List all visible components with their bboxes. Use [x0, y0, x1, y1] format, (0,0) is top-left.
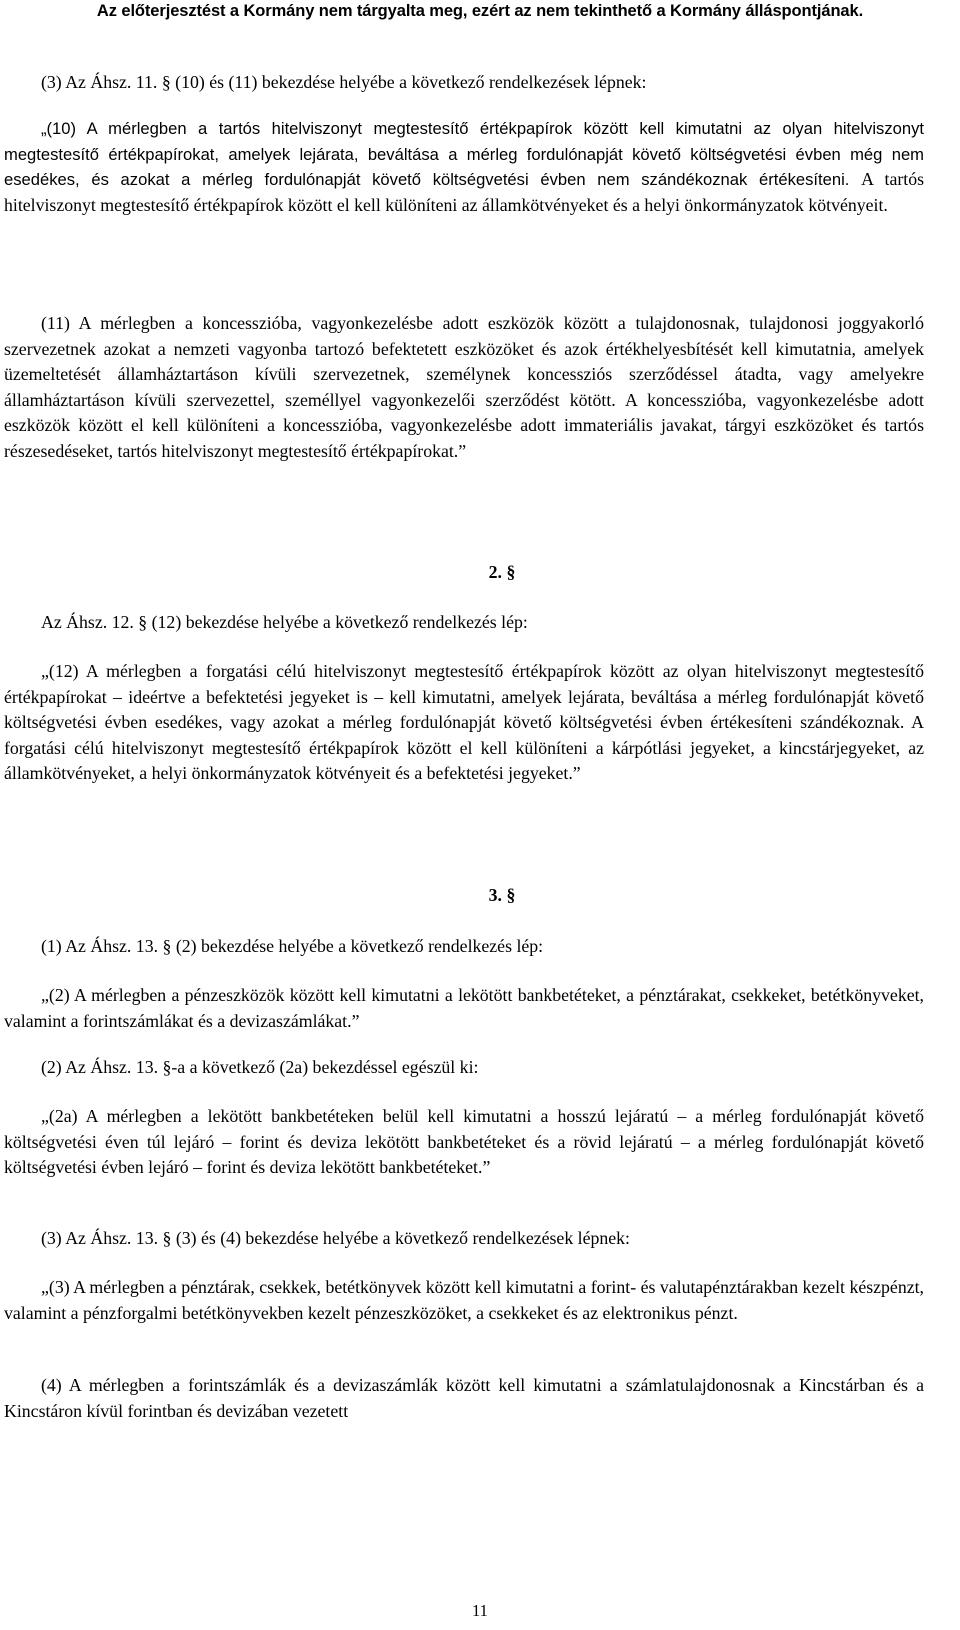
paragraph-13-4-text: (4) A mérlegben a forintszámlák és a devizaszámlák között kell kimutatni a számlatulajdonosnak a Kincstárban és a Kincstáron kívül forintban és devizában vezetett [4, 1375, 924, 1421]
paragraph-13-2a-text: „(2a) A mérlegben a lekötött bankbetéteken belül kell kimutatni a hosszú lejáratú – a mérleg fordulónapját követő költségvetési éven túl lejáró – forint és deviza lekötött bankbetéteket és a rövid lejáratú – a mérleg fordulónapját követő költségvetési évben lejáró – forint és deviza lekötött bankbetéteket.” [4, 1106, 924, 1178]
paragraph-10-text: „(10) A mérlegben a tartós hitelviszonyt megtestesítő értékpapírok között kell kimutatni az olyan hitelviszonyt megtestesítő értékpapírokat, amelyek lejárata, beváltása a mérleg fordulónapját követő költségvetési évben még nem esedékes, és azokat a mérleg fordulónapját követő költségvetési évben nem szándékoznak értékesíteni. [4, 119, 924, 190]
paragraph-amendment-13-3-4: (3) Az Áhsz. 13. § (3) és (4) bekezdése helyébe a következő rendelkezések lépnek: [41, 1228, 630, 1248]
paragraph-amendment-13-2: (1) Az Áhsz. 13. § (2) bekezdése helyébe a következő rendelkezés lép: [41, 936, 544, 956]
paragraph-amendment-12: Az Áhsz. 12. § (12) bekezdése helyébe a következő rendelkezés lép: [41, 612, 528, 632]
paragraph-13-3-text: „(3) A mérlegben a pénztárak, csekkek, betétkönyvek között kell kimutatni a forint- és valutapénztárakban kezelt készpénzt, valamint a pénzforgalmi betétkönyvekben kezelt pénzeszközöket, a csekkeket és az elektronikus pénzt. [4, 1277, 924, 1323]
paragraph-13-2-text: „(2) A mérlegben a pénzeszközök között kell kimutatni a lekötött bankbetéteket, a pénztárakat, csekkeket, betétkönyveket, valamint a forintszámlákat és a devizaszámlákat.” [4, 985, 924, 1031]
header-notice: Az előterjesztést a Kormány nem tárgyalta meg, ezért az nem tekinthető a Kormány álláspontjának. [96, 2, 864, 20]
section-heading-2: 2. § [488, 562, 516, 582]
page-number: 11 [472, 1601, 488, 1620]
paragraph-10-text-2: A tartós hitelviszonyt megtestesítő értékpapírok között el kell különíteni az államkötvényeket és a helyi önkormányzatok kötvényeit. [4, 169, 925, 215]
paragraph-12-text: „(12) A mérlegben a forgatási célú hitelviszonyt megtestesítő értékpapírok között az olyan hitelviszonyt megtestesítő értékpapírokat – ideértve a befektetési jegyeket is – kell kimutatni, amelyek lejárata, beváltása a mérleg fordulónapját követő költségvetési évben esedékes, vagy azokat a mérleg fordulónapját követő költségvetési évben értékesíteni szándékoznak. A forgatási célú hitelviszonyt megtestesítő értékpapírok között el kell különíteni a kárpótlási jegyeket, a kincstárjegyeket, az államkötvényeket, a helyi önkormányzatok kötvényeit és a befektetési jegyeket.” [4, 661, 924, 784]
paragraph-amendment-intro: (3) Az Áhsz. 11. § (10) és (11) bekezdése helyébe a következő rendelkezések lépnek: [41, 72, 647, 92]
section-heading-3: 3. § [488, 885, 516, 905]
paragraph-11: (11) A mérlegben a koncesszióba, vagyonkezelésbe adott eszközök között a tulajdonosnak, tulajdonosi joggyakorló szervezetnek azokat a nemzeti vagyonba tartozó befektetett eszközöket és azok értékhelyesbítését kell kimutatnia, amelyek üzemeltetését államháztartáson kívüli szervezetnek, személynek koncessziós szerződéssel átadta, vagy amelyekre államháztartáson kívüli szervezettel, személlyel vagyonkezelői szerződést kötött. A koncesszióba, vagyonkezelésbe adott eszközök között el kell különíteni a koncesszióba, vagyonkezelésbe adott immateriális javakat, tárgyi eszközöket és tartós részesedéseket, tartós hitelviszonyt megtestesítő értékpapírokat.” [4, 313, 924, 461]
paragraph-10 [4, 116, 924, 218]
paragraph-amendment-13-2a: (2) Az Áhsz. 13. §-a a következő (2a) bekezdéssel egészül ki: [41, 1057, 479, 1077]
